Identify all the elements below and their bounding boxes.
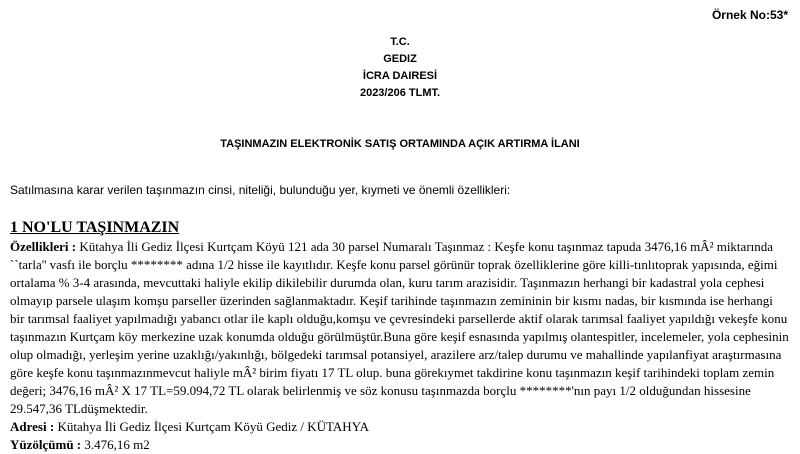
area-text: 3.476,16 m2 bbox=[84, 437, 150, 452]
features-label: Özellikleri : bbox=[10, 239, 77, 254]
property-heading: 1 NO'LU TAŞINMAZIN bbox=[10, 219, 180, 236]
property-address bbox=[10, 418, 790, 436]
document-title: TAŞINMAZIN ELEKTRONİK SATIŞ ORTAMINDA AÇIK ARTIRMA İLANI bbox=[220, 138, 580, 150]
office-header bbox=[0, 34, 800, 102]
property-area bbox=[10, 436, 790, 454]
property-features bbox=[10, 238, 790, 418]
features-text: Kütahya İli Gediz İlçesi Kurtçam Köyü 121 ada 30 parsel Numaralı Taşınmaz : Keşfe konu taşınmaz tapuda 3476,16 mÂ² miktarında ``tarla'' vasfı ile borçlu ******** adına 1/2 hisse ile kayıtlıdır. Keşfe konu parsel görünür toprak özelliklerine göre killi-tınlıtoprak yapısında, eğimi ortalama % 3-4 arasında, mevcuttaki haliyle ekilip dikilebilir durumda olan, kuru tarım arazisidir. Taşınmazın herhangi bir kadastral yola cephesi olmayıp parsele ulaşım komşu parseller üzerinden sağlanmaktadır. Keşif tarihinde taşınmazın zemininin bir kısmı nadas, bir kısmında ise herhangi bir tarımsal faaliyet yapılmadığı yabancı otlar ile kaplı olduğu,komşu ve çevresindeki parsellerde aktif olarak tarımsal faaliyet yapıldığı vekeşfe konu taşınmazın Kurtçam köy merkezine uzak konumda olduğu görülmüştür.Buna göre keşif esnasında yapılmış olantespitler, incelemeler, yola cephesinin olup olmadığı, yerleşim yerine uzaklığı/yakınlığı, bölgedeki tarımsal potansiyel, arazilere arz/talep durumu ve mahallinde yapılanfiyat araştırmasına göre keşfe konu taşınmazınmevcut haliyle mÂ² birim fiyatı 17 TL olup. buna görekıymet takdirine konu taşınmazın keşif tarihindeki toplam zemin değeri; 3476,16 mÂ² X 17 TL=59.094,72 TL olarak belirlenmiş ve söz konusu taşınmazda borçlu ********'nın payı 1/2 olduğundan hissesine 29.547,36 TLdüşmektedir. bbox=[10, 239, 789, 416]
area-label: Yüzölçümü : bbox=[10, 437, 82, 452]
address-label: Adresi : bbox=[10, 419, 55, 434]
address-text: Kütahya İli Gediz İlçesi Kurtçam Köyü Gediz / KÜTAHYA bbox=[57, 419, 370, 434]
header-line-office: İCRA DAIRESİ bbox=[362, 70, 438, 82]
header-line-city: GEDIZ bbox=[383, 53, 417, 65]
sample-number: Örnek No:53* bbox=[711, 8, 788, 22]
header-line-tc: T.C. bbox=[390, 36, 410, 48]
property-section bbox=[10, 218, 790, 454]
intro-text: Satılmasına karar verilen taşınmazın cinsi, niteliği, bulunduğu yer, kıymeti ve önemli özellikleri: bbox=[10, 183, 511, 197]
header-line-file-no: 2023/206 TLMT. bbox=[359, 87, 441, 99]
